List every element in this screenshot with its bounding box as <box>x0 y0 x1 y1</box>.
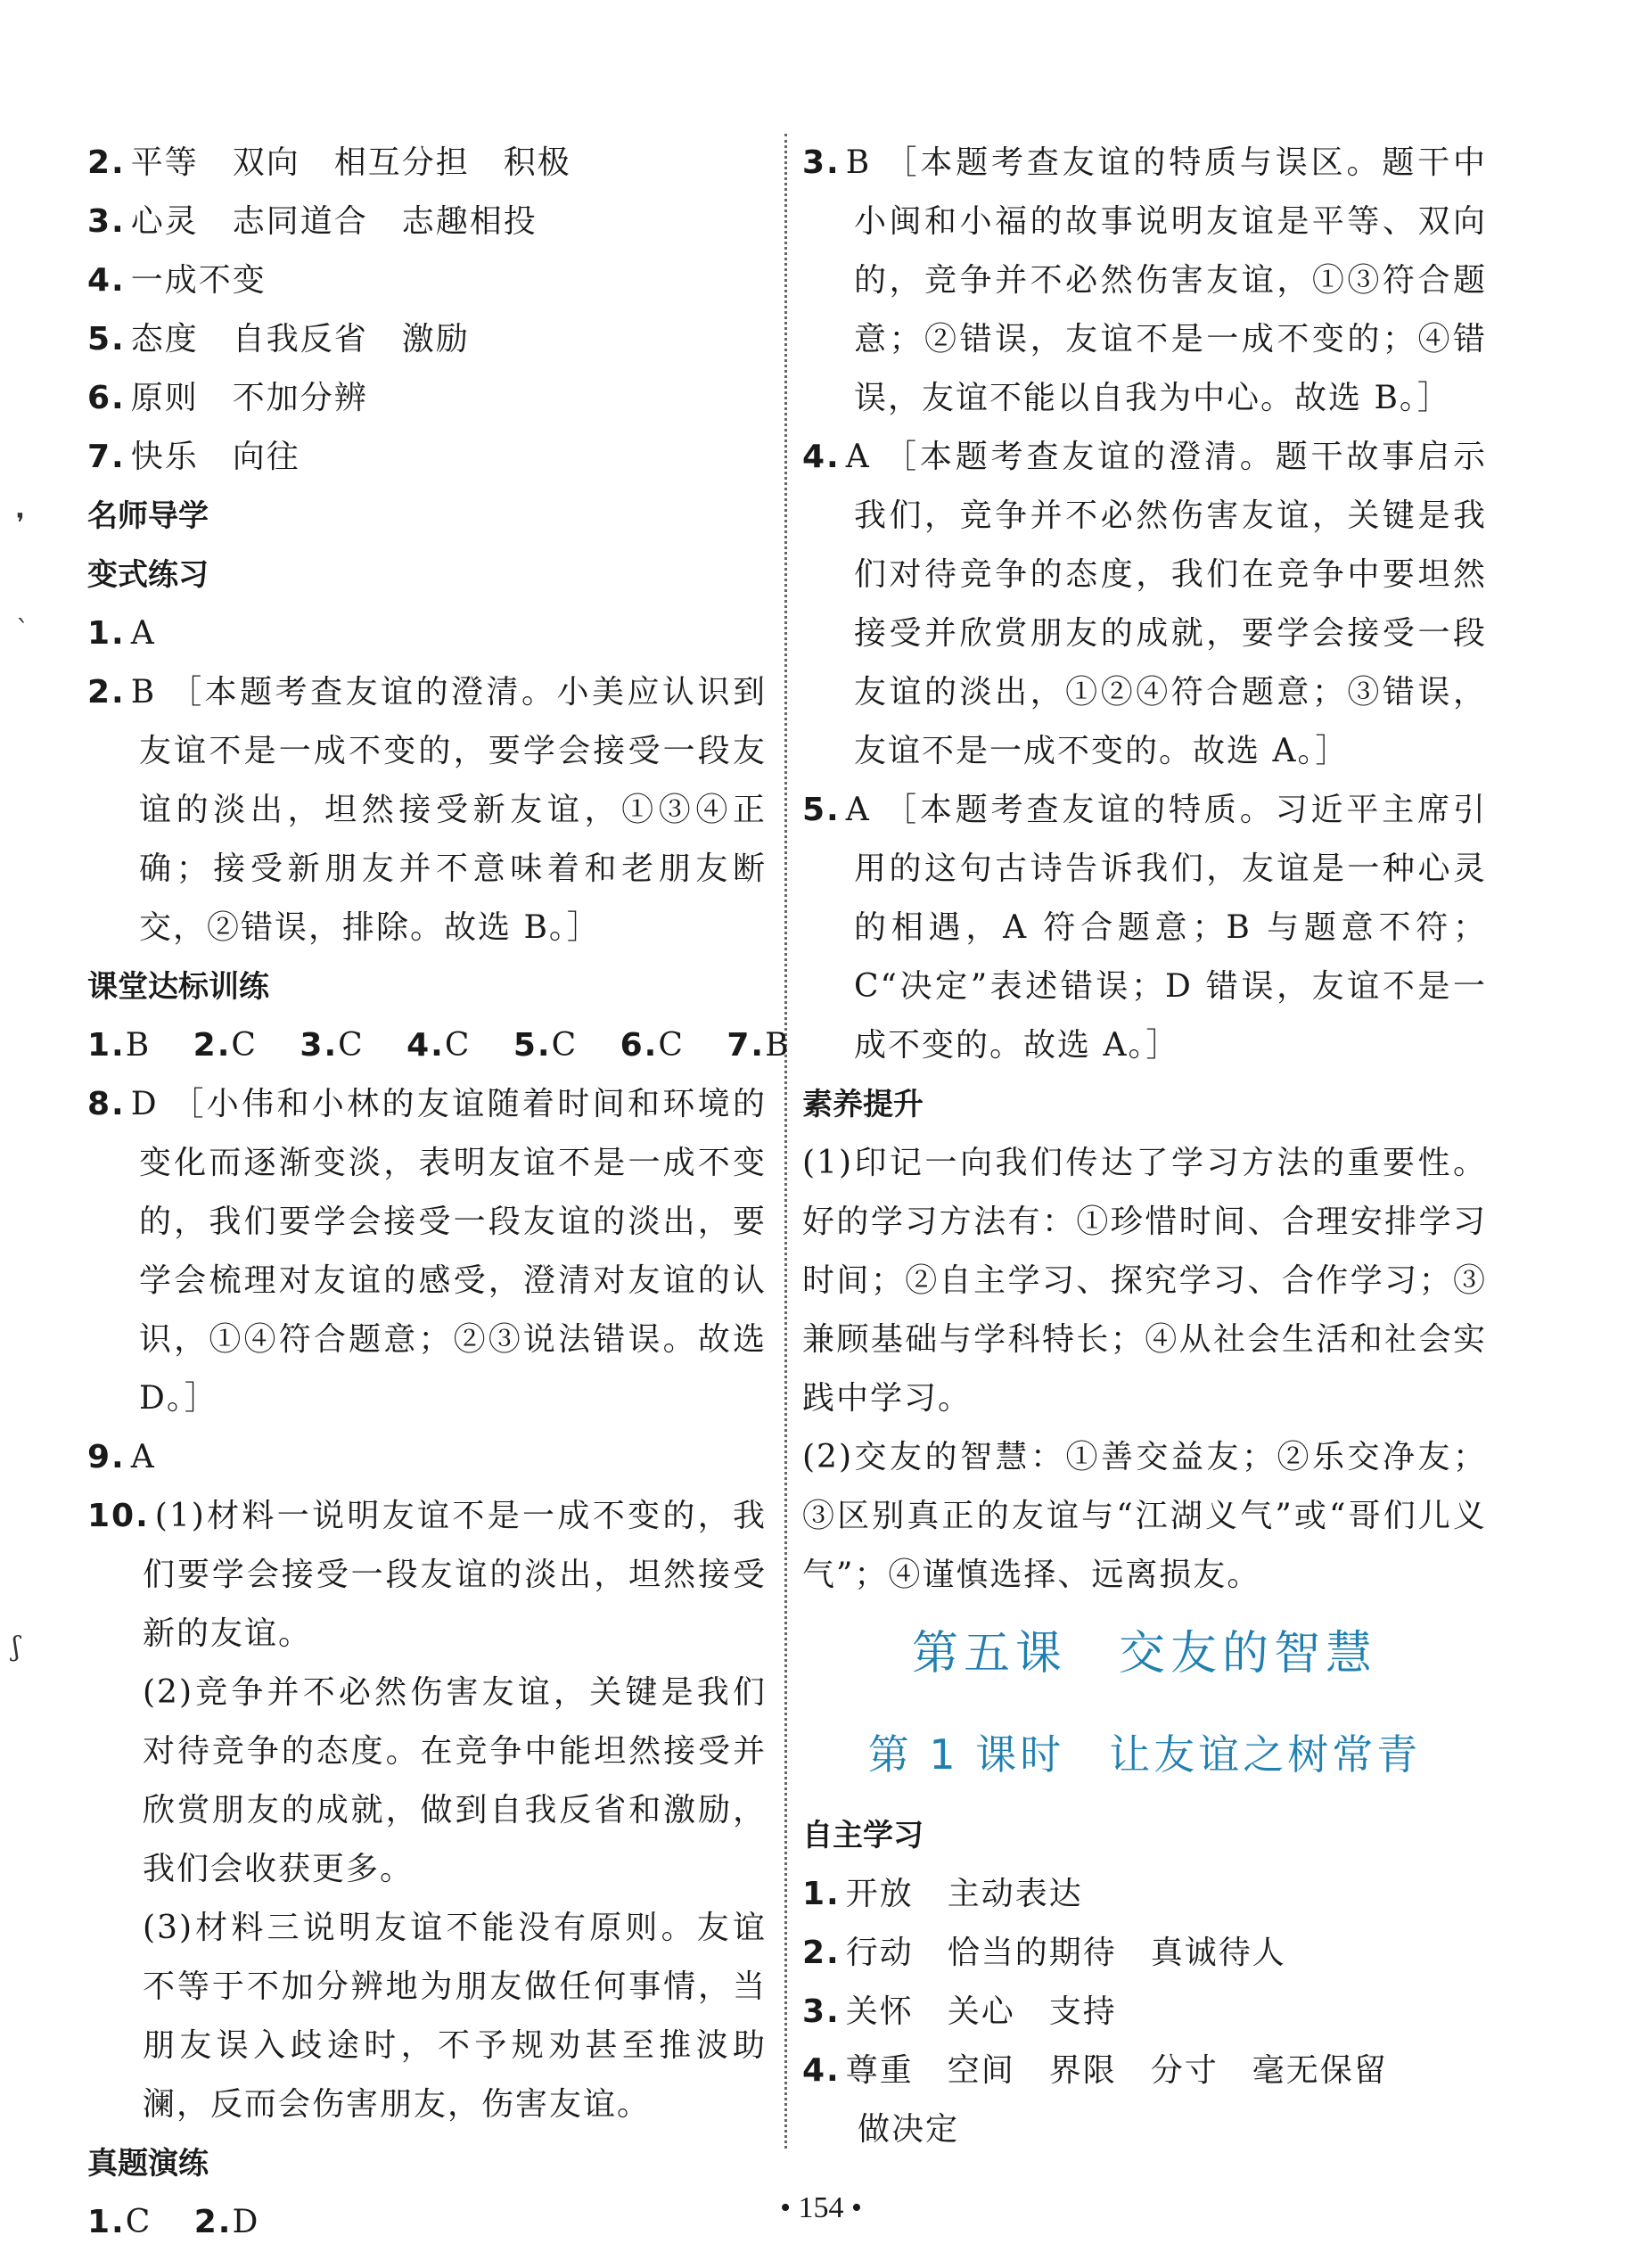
answer-item: 2. 行动 恰当的期待 真诚待人 <box>802 1935 1286 1971</box>
answer-inline: 7.B <box>727 1027 791 1064</box>
answer-item: 6. 原则 不加分辨 <box>87 380 368 416</box>
binding-mark: ❜ <box>16 508 25 539</box>
section-heading: 名师导学 <box>87 498 209 534</box>
binding-mark: ˋ <box>16 615 29 646</box>
answer-item: 8. D ［小伟和小林的友谊随着时间和环境的变化而逐渐变淡，表明友谊不是一成不变的，我们要学会接受一段友谊的淡出，要学会梳理对友谊的感受，澄清对友谊的认识，①④符合题意；②③说法错误。故选 D。］ <box>87 1086 767 1417</box>
answer-item: 5. 态度 自我反省 激励 <box>87 321 470 357</box>
answer-item: 1. A <box>87 615 156 652</box>
answer-item: 2. B ［本题考查友谊的澄清。小美应认识到友谊不是一成不变的，要学会接受一段友谊的淡出，坦然接受新友谊，①③④正确；接受新朋友并不意味着和老朋友断交，②错误，排除。故选 B。］ <box>87 674 767 946</box>
answer-inline: 3.C <box>300 1027 365 1064</box>
answer-row <box>87 1016 791 1075</box>
answer-paragraph: (1)印记一向我们传达了学习方法的重要性。好的学习方法有：①珍惜时间、合理安排学习时间；②自主学习、探究学习、合作学习；③兼顾基础与学科特长；④从社会生活和社会实践中学习。 <box>802 1145 1487 1417</box>
answer-item: 3. B ［本题考查友谊的特质与误区。题干中小闽和小福的故事说明友谊是平等、双向的，竞争并不必然伤害友谊，①③符合题意；②错误，友谊不是一成不变的；④错误，友谊不能以自我为中心。故选 B。］ <box>802 144 1487 416</box>
answer-item: 4. 一成不变 <box>87 262 267 299</box>
right-column <box>802 134 1487 2159</box>
answer-item: 3. 关怀 关心 支持 <box>802 1993 1117 2030</box>
answer-item: 4. 尊重 空间 界限 分寸 毫无保留 <box>802 2052 1388 2089</box>
lesson-title: 第五课 交友的智慧 <box>911 1627 1377 1680</box>
answer-item: 5. A ［本题考查友谊的特质。习近平主席引用的这句古诗告诉我们，友谊是一种心灵的相遇，A 符合题意；B 与题意不符；C“决定”表述错误；D 错误，友谊不是一成不变的。故选 A。］ <box>802 792 1487 1064</box>
answer-paragraph: (3)材料三说明友谊不能没有原则。友谊不等于不加分辨地为朋友做任何事情，当朋友误入歧途时，不予规劝甚至推波助澜，反而会伤害朋友，伤害友谊。 <box>143 1910 767 2123</box>
period-title: 第 1 课时 让友谊之树常青 <box>867 1730 1422 1779</box>
answer-item: 2. 平等 双向 相互分担 积极 <box>87 144 571 181</box>
answer-item: 1. 开放 主动表达 <box>802 1876 1083 1912</box>
page-number: • 154 • <box>780 2191 862 2224</box>
answer-paragraph: (2)竞争并不必然伤害友谊，关键是我们对待竞争的态度。在竞争中能坦然接受并欣赏朋友的成就，做到自我反省和激励，我们会收获更多。 <box>143 1674 767 1887</box>
answer-inline: 6.C <box>620 1027 685 1064</box>
answer-inline: 1.B <box>87 1027 152 1064</box>
binding-mark: ʃ <box>12 1631 21 1663</box>
answer-inline: 4.C <box>406 1027 472 1064</box>
answer-item: 3. 心灵 志同道合 志趣相投 <box>87 203 538 240</box>
answer-item: 9. A <box>87 1439 156 1475</box>
left-column <box>87 134 791 2252</box>
answer-item: 4. A ［本题考查友谊的澄清。题干故事启示我们，竞争并不必然伤害友谊，关键是我们对待竞争的态度，我们在竞争中要坦然接受并欣赏朋友的成就，要学会接受一段友谊的淡出，①②④符合题意；③错误，友谊不是一成不变的。故选 A。］ <box>802 439 1487 769</box>
answer-continuation: 做决定 <box>858 2111 960 2148</box>
answer-item: 7. 快乐 向往 <box>87 439 300 475</box>
answer-inline: 1.C <box>87 2204 152 2240</box>
answer-item: 10. (1)材料一说明友谊不是一成不变的，我们要学会接受一段友谊的淡出，坦然接受新的友谊。 <box>87 1498 767 1652</box>
section-heading: 真题演练 <box>87 2146 209 2182</box>
section-heading: 课堂达标训练 <box>87 969 269 1005</box>
answer-inline: 2.D <box>193 2204 260 2240</box>
answer-paragraph: (2)交友的智慧：①善交益友；②乐交净友；③区别真正的友谊与“江湖义气”或“哥们儿义气”；④谨慎选择、远离损友。 <box>802 1439 1487 1593</box>
section-heading: 素养提升 <box>802 1087 924 1122</box>
section-heading: 自主学习 <box>802 1818 924 1853</box>
answer-inline: 5.C <box>513 1027 579 1064</box>
column-divider <box>784 134 787 2149</box>
answer-inline: 2.C <box>193 1027 258 1064</box>
section-heading: 变式练习 <box>87 557 209 593</box>
